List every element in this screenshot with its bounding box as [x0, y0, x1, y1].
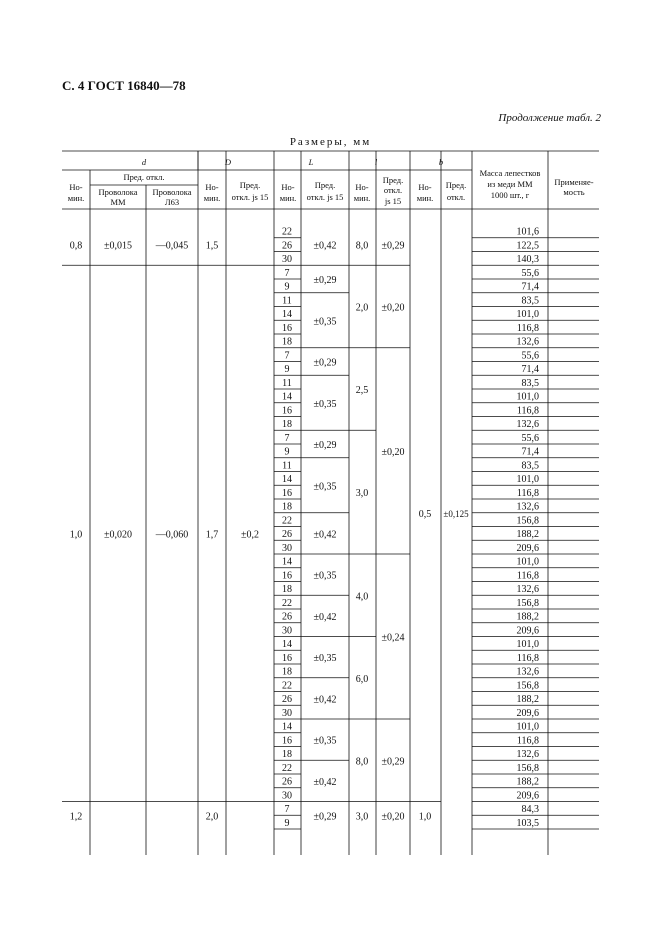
L-nom-value: 16: [282, 322, 292, 334]
mass-value: 116,8: [516, 652, 539, 664]
l-nom-value: 2,0: [355, 302, 369, 314]
L-nom-value: 30: [282, 542, 292, 554]
header-L: L: [308, 157, 314, 167]
l-tol-value: ±0,29: [381, 756, 405, 768]
header-D-nom: Но-: [205, 182, 219, 192]
page-header: С. 4 ГОСТ 16840—78: [62, 78, 186, 93]
mass-value: 71,4: [521, 446, 539, 458]
mass-value: 156,8: [516, 597, 539, 609]
mass-value: 188,2: [516, 611, 539, 623]
mass-value: 101,0: [516, 721, 539, 733]
L-nom-value: 18: [282, 749, 292, 760]
mass-value: 122,5: [516, 240, 539, 252]
header-mass-2: из меди ММ: [487, 179, 533, 189]
mass-value: 101,0: [516, 639, 539, 650]
L-nom-value: 14: [282, 639, 292, 650]
L-nom-value: 14: [282, 474, 292, 485]
header-D: D: [224, 157, 232, 167]
mass-value: 55,6: [521, 350, 539, 362]
mass-value: 84,3: [521, 804, 539, 815]
mass-value: 116,8: [516, 570, 539, 582]
L-nom-value: 26: [282, 776, 292, 788]
L-nom-value: 30: [282, 707, 292, 719]
mass-value: 83,5: [521, 460, 539, 472]
mass-value: 156,8: [516, 762, 539, 774]
header-b: b: [438, 157, 444, 167]
l-tol-value: ±0,20: [381, 302, 405, 314]
l-nom-value: 8,0: [355, 756, 369, 768]
L-nom-value: 14: [282, 391, 292, 403]
header-wire-l63: Проволока: [152, 187, 192, 197]
header-wire-mm: Проволока: [98, 187, 138, 197]
mass-value: 83,5: [521, 295, 539, 307]
L-nom-value: 9: [284, 446, 290, 458]
mass-value: 101,6: [516, 226, 539, 238]
L-nom-value: 9: [284, 281, 290, 293]
L-nom-value: 22: [282, 680, 292, 692]
header-d-pred-otkl: Пред. откл.: [123, 172, 165, 182]
mass-value: 188,2: [516, 776, 539, 788]
mass-value: 188,2: [516, 694, 539, 705]
header-wire-mm-2: ММ: [110, 197, 126, 207]
D-nom-value: 2,0: [205, 811, 219, 823]
L-tol-value: ±0,42: [313, 240, 337, 252]
L-nom-value: 16: [282, 735, 292, 747]
L-tol-value: ±0,29: [313, 811, 337, 823]
L-nom-value: 14: [282, 309, 292, 320]
mass-value: 83,5: [521, 377, 539, 389]
l-nom-value: 6,0: [355, 673, 369, 685]
L-nom-value: 9: [284, 817, 290, 829]
header-wire-l63-2: Л63: [164, 197, 180, 207]
header-l-tol-3: js 15: [384, 196, 402, 206]
L-nom-value: 22: [282, 226, 292, 238]
header-D-tol-2: откл. js 15: [231, 192, 269, 202]
mass-value: 55,6: [521, 432, 539, 444]
header-applicability-2: мость: [563, 187, 585, 197]
header-l-tol: Пред.: [382, 175, 404, 185]
l-tol-value: ±0,24: [381, 632, 405, 644]
d-nom-value: 0,8: [69, 240, 83, 252]
mass-value: 71,4: [521, 364, 539, 375]
L-tol-value: ±0,42: [313, 611, 337, 623]
d-nom-value: 1,0: [69, 529, 83, 541]
mass-value: 101,0: [516, 556, 539, 568]
units-label: Размеры, мм: [289, 136, 372, 148]
L-nom-value: 7: [284, 267, 290, 279]
L-nom-value: 30: [282, 625, 292, 637]
l-nom-value: 2,5: [355, 385, 369, 396]
l-nom-value: 3,0: [355, 488, 369, 500]
l-nom-value: 8,0: [355, 240, 369, 252]
mass-value: 101,0: [516, 391, 539, 403]
L-nom-value: 7: [284, 804, 290, 815]
header-mass: Масса лепестков: [479, 168, 541, 178]
mass-value: 209,6: [516, 542, 539, 554]
mass-value: 132,6: [516, 584, 539, 595]
L-tol-value: ±0,29: [313, 275, 337, 286]
mass-value: 116,8: [516, 405, 539, 417]
mass-value: 132,6: [516, 501, 539, 513]
L-nom-value: 30: [282, 790, 292, 802]
L-nom-value: 16: [282, 652, 292, 664]
header-L-tol-2: откл. js 15: [306, 192, 344, 202]
L-tol-value: ±0,35: [313, 570, 337, 582]
L-nom-value: 18: [282, 501, 292, 513]
header-l-tol-2: откл.: [383, 185, 403, 195]
header-b-tol-2: откл.: [446, 192, 466, 202]
d-wire-mm-value: ±0,015: [104, 240, 132, 252]
L-tol-value: ±0,35: [313, 316, 337, 328]
L-nom-value: 11: [282, 460, 292, 472]
L-nom-value: 26: [282, 240, 292, 252]
L-nom-value: 26: [282, 529, 292, 540]
header-l-nom-2: мин.: [353, 193, 371, 203]
L-tol-value: ±0,42: [313, 776, 337, 788]
mass-value: 55,6: [521, 267, 539, 279]
mass-value: 132,6: [516, 666, 539, 678]
L-nom-value: 22: [282, 597, 292, 609]
L-nom-value: 14: [282, 721, 292, 733]
l-nom-value: 3,0: [355, 811, 369, 823]
header-d-nom-2: мин.: [67, 193, 85, 203]
L-tol-value: ±0,35: [313, 481, 337, 493]
mass-value: 209,6: [516, 707, 539, 719]
mass-value: 71,4: [521, 281, 539, 293]
l-tol-value: ±0,29: [381, 240, 405, 252]
header-d-nom: Но-: [69, 182, 83, 192]
mass-value: 116,8: [516, 322, 539, 334]
L-nom-value: 7: [284, 350, 290, 362]
header-b-tol: Пред.: [445, 180, 467, 190]
mass-value: 116,8: [516, 487, 539, 499]
L-tol-value: ±0,42: [313, 529, 337, 541]
L-nom-value: 14: [282, 556, 292, 568]
mass-value: 209,6: [516, 625, 539, 637]
d-wire-l63-value: —0,045: [155, 240, 189, 252]
L-nom-value: 16: [282, 487, 292, 499]
mass-value: 140,3: [516, 254, 539, 265]
header-b-nom: Но-: [418, 182, 432, 192]
header-D-tol: Пред.: [239, 180, 261, 190]
L-nom-value: 18: [282, 419, 292, 430]
D-nom-value: 1,5: [205, 240, 219, 252]
L-nom-value: 16: [282, 570, 292, 582]
mass-value: 116,8: [516, 735, 539, 747]
L-nom-value: 26: [282, 611, 292, 623]
mass-value: 132,6: [516, 749, 539, 760]
L-nom-value: 22: [282, 515, 292, 527]
header-l: l: [374, 157, 378, 167]
L-tol-value: ±0,35: [313, 653, 337, 665]
L-nom-value: 18: [282, 336, 292, 348]
L-tol-value: ±0,35: [313, 398, 337, 410]
L-nom-value: 26: [282, 694, 292, 705]
header-L-nom: Но-: [281, 182, 295, 192]
mass-value: 156,8: [516, 680, 539, 692]
header-applicability: Применяе-: [554, 177, 594, 187]
header-mass-3: 1000 шт., г: [490, 190, 530, 200]
L-nom-value: 18: [282, 666, 292, 678]
header-d: d: [141, 157, 147, 167]
d-wire-mm-value: ±0,020: [104, 529, 132, 541]
L-nom-value: 22: [282, 762, 292, 774]
D-nom-value: 1,7: [205, 529, 219, 541]
l-tol-value: ±0,20: [381, 811, 405, 823]
L-nom-value: 16: [282, 405, 292, 417]
L-nom-value: 11: [282, 377, 292, 389]
mass-value: 103,5: [516, 817, 539, 829]
L-tol-value: ±0,29: [313, 440, 337, 451]
L-nom-value: 18: [282, 584, 292, 595]
header-L-nom-2: мин.: [279, 193, 297, 203]
L-tol-value: ±0,42: [313, 694, 337, 706]
header-D-nom-2: мин.: [203, 193, 221, 203]
L-nom-value: 7: [284, 432, 290, 444]
mass-value: 132,6: [516, 419, 539, 430]
table-continuation-label: Продолжение табл. 2: [498, 112, 601, 124]
L-tol-value: ±0,35: [313, 735, 337, 747]
L-tol-value: ±0,29: [313, 357, 337, 369]
header-b-nom-2: мин.: [416, 193, 434, 203]
b-nom-value: 1,0: [418, 811, 432, 823]
D-tol-value: ±0,2: [241, 529, 259, 541]
b-nom-value: 0,5: [418, 508, 432, 520]
mass-value: 156,8: [516, 515, 539, 527]
mass-value: 101,0: [516, 309, 539, 320]
d-nom-value: 1,2: [69, 811, 83, 823]
mass-value: 209,6: [516, 790, 539, 802]
d-wire-l63-value: —0,060: [155, 529, 189, 541]
header-l-nom: Но-: [355, 182, 369, 192]
header-L-tol: Пред.: [314, 180, 336, 190]
b-tol-value: ±0,125: [443, 508, 469, 519]
L-nom-value: 11: [282, 295, 292, 307]
L-nom-value: 30: [282, 254, 292, 265]
L-nom-value: 9: [284, 364, 290, 375]
mass-value: 101,0: [516, 474, 539, 485]
l-nom-value: 4,0: [355, 591, 369, 603]
mass-value: 188,2: [516, 529, 539, 540]
mass-value: 132,6: [516, 336, 539, 348]
l-tol-value: ±0,20: [381, 446, 405, 458]
